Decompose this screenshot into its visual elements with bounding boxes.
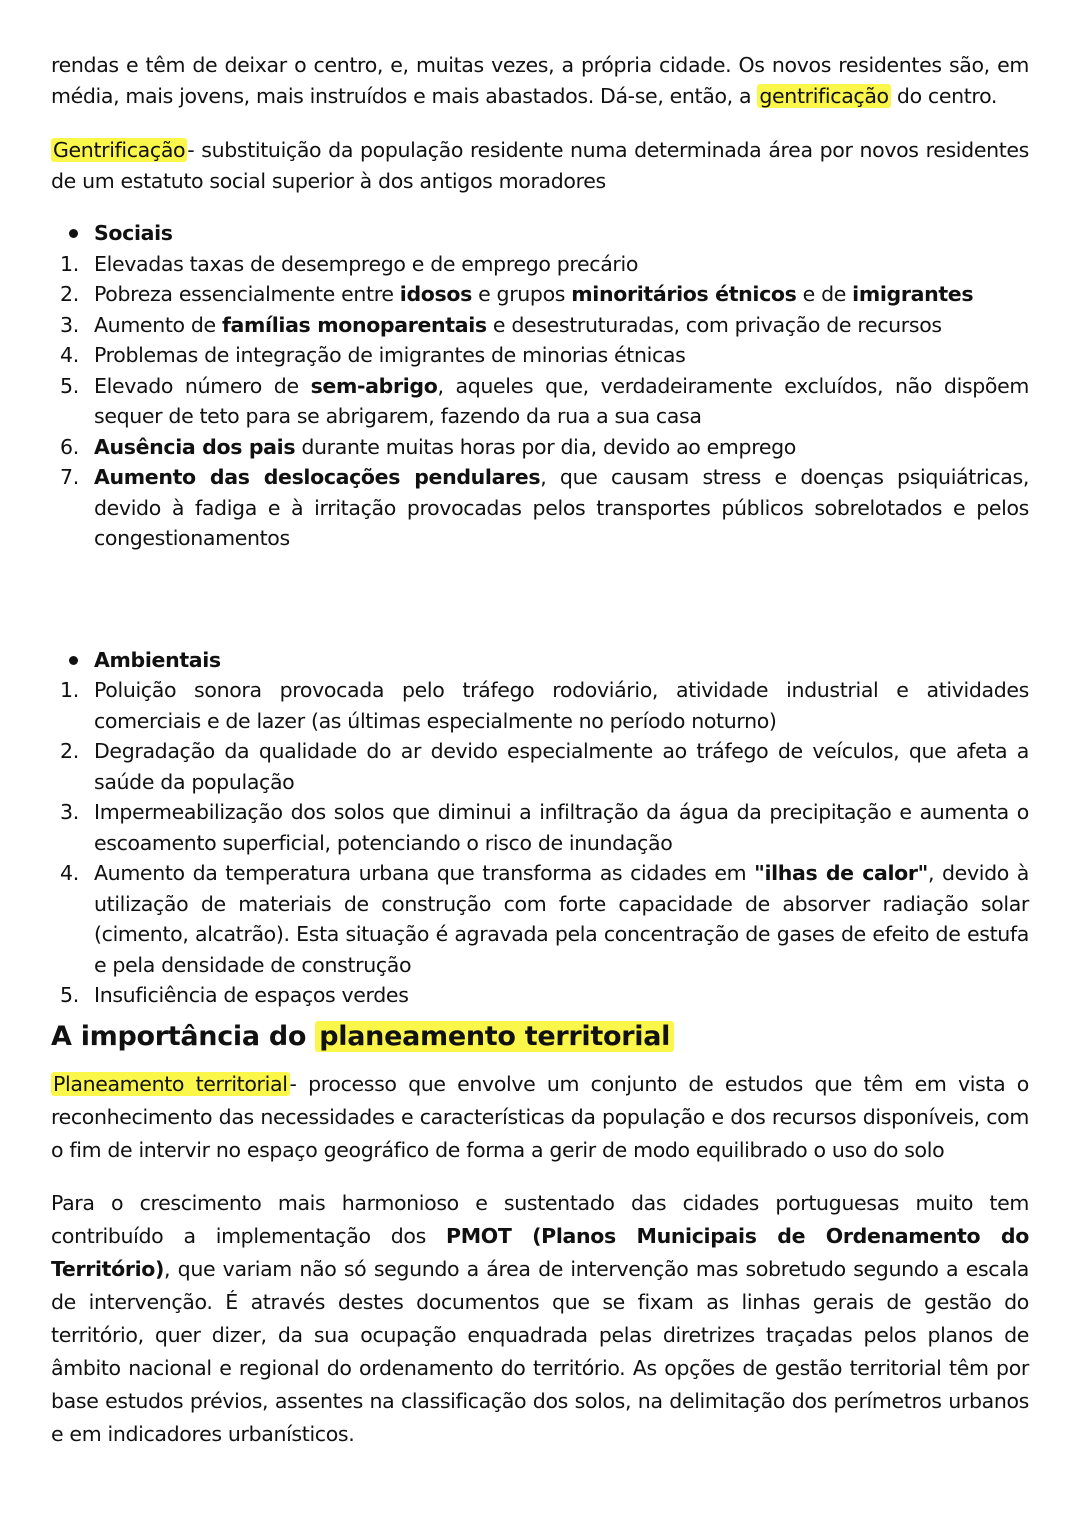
list-number: 5.: [60, 373, 79, 398]
list-number: 2.: [60, 739, 79, 763]
bold-text: famílias monoparentais: [221, 312, 487, 337]
definition-text: - substituição da população residente numa determinada área por novos residentes de um estatuto social superior à dos antigos moradores: [51, 138, 1029, 193]
item-text: Elevadas taxas de desemprego e de emprego precário: [94, 251, 639, 276]
pmot-paragraph: [51, 1187, 1029, 1451]
list-item: [51, 797, 1029, 858]
item-text: Elevado número de: [94, 373, 311, 398]
title-highlight: planeamento territorial: [315, 1021, 674, 1052]
intro-text: rendas e têm de deixar o centro, e, muitas vezes, a própria cidade. Os novos residentes são, em média, mais jovens, mais instruídos e mais abastados. Dá-se, então, a: [51, 53, 1029, 108]
item-text: Pobreza essencialmente entre: [94, 282, 400, 306]
list-item: [51, 432, 1029, 463]
item-text: Problemas de integração de imigrantes de minorias étnicas: [94, 343, 686, 367]
list-number: 3.: [60, 800, 79, 824]
pmot-bold: PMOT (Planos Municipais de Ordenamento do Território): [51, 1223, 1029, 1281]
item-text: , devido à utilização de materiais de construção com forte capacidade de absorver radiação solar (cimento, alcatrão). Esta situação é agravada pela concentração de gases de efeito de estufa e pela densidade de construção: [94, 861, 1029, 977]
list-number: 4.: [60, 861, 79, 885]
list-number: 5.: [60, 983, 79, 1007]
list-number: 6.: [60, 434, 79, 459]
intro-paragraph: [51, 50, 1029, 111]
bold-text: minoritários étnicos: [571, 282, 797, 306]
bold-text: sem-abrigo: [310, 373, 438, 398]
bold-text: imigrantes: [852, 282, 974, 306]
section-title-planeamento: [51, 1017, 1029, 1057]
bold-text: idosos: [399, 282, 472, 306]
definition-term: Planeamento territorial: [53, 1071, 288, 1096]
list-number: 4.: [60, 343, 79, 367]
pmot-text-end: , que variam não só segundo a área de intervenção mas sobretudo segundo a escala de intervenção. É através destes documentos que se fixam as linhas gerais de gestão do território, quer dizer, da sua ocupação enquadrada pelas diretrizes traçadas pelos planos de âmbito nacional e regional do ordenamento do território. As opções de gestão territorial têm por base estudos prévios, assentes na classificação dos solos, na delimitação dos perímetros urbanos e em indicadores urbanísticos.: [51, 1256, 1029, 1446]
list-number: 1.: [60, 251, 79, 276]
list-item: [51, 310, 1029, 341]
item-text: Aumento de: [94, 312, 222, 337]
section-heading-sociais: Sociais: [51, 218, 1029, 249]
section-heading-ambientais: Ambientais: [51, 645, 1029, 676]
item-text: Poluição sonora provocada pelo tráfego rodoviário, atividade industrial e atividades comerciais e de lazer (as últimas especialmente no período noturno): [94, 678, 1029, 733]
title-text: A importância do: [51, 1020, 316, 1052]
intro-text-end: do centro.: [890, 83, 998, 108]
item-text: Aumento da temperatura urbana que transforma as cidades em: [94, 861, 755, 885]
list-item: [51, 858, 1029, 980]
list-item: [51, 279, 1029, 310]
bold-text: Aumento das deslocações pendulares: [94, 465, 541, 489]
list-ambientais: [51, 675, 1029, 1011]
list-item: [51, 371, 1029, 432]
pmot-text: Para o crescimento mais harmonioso e sustentado das cidades portuguesas muito tem contribuído a implementação dos: [51, 1190, 1029, 1248]
definition-planeamento: [51, 1068, 1029, 1167]
bold-text: Ausência dos pais: [94, 434, 296, 459]
item-text: Impermeabilização dos solos que diminui a infiltração da água da precipitação e aumenta o escoamento superficial, potenciando o risco de inundação: [94, 800, 1029, 855]
list-item: [51, 340, 1029, 371]
list-number: 2.: [60, 282, 79, 306]
item-text: durante muitas horas por dia, devido ao emprego: [295, 434, 796, 459]
list-item: [51, 462, 1029, 554]
item-text: , aqueles que, verdadeiramente excluídos, não dispõem sequer de teto para se abrigarem, fazendo da rua a sua casa: [94, 373, 1029, 428]
list-item: [51, 249, 1029, 280]
definition-text: - processo que envolve um conjunto de estudos que têm em vista o reconhecimento das necessidades e características da população e dos recursos disponíveis, com o fim de intervir no espaço geográfico de forma a gerir de modo equilibrado o uso do solo: [51, 1071, 1029, 1162]
item-text: e desestruturadas, com privação de recursos: [486, 312, 942, 337]
list-item: [51, 736, 1029, 797]
list-sociais: [51, 249, 1029, 554]
item-text: Degradação da qualidade do ar devido especialmente ao tráfego de veículos, que afeta a saúde da população: [94, 739, 1029, 794]
item-text: , que causam stress e doenças psiquiátricas, devido à fadiga e à irritação provocadas pelos transportes públicos sobrelotados e pelos congestionamentos: [94, 465, 1030, 550]
document-page: [51, 50, 1029, 1451]
definition-gentrification: [51, 135, 1029, 196]
list-number: 7.: [60, 465, 79, 489]
bold-text: "ilhas de calor": [754, 861, 928, 885]
item-text: e de: [796, 282, 853, 306]
highlighted-term: gentrificação: [759, 83, 889, 108]
list-number: 1.: [60, 678, 79, 702]
list-item: [51, 675, 1029, 736]
definition-term: Gentrificação: [53, 138, 186, 162]
item-text: e grupos: [471, 282, 572, 306]
list-number: 3.: [60, 312, 79, 337]
list-item: [51, 980, 1029, 1011]
item-text: Insuficiência de espaços verdes: [94, 983, 409, 1007]
